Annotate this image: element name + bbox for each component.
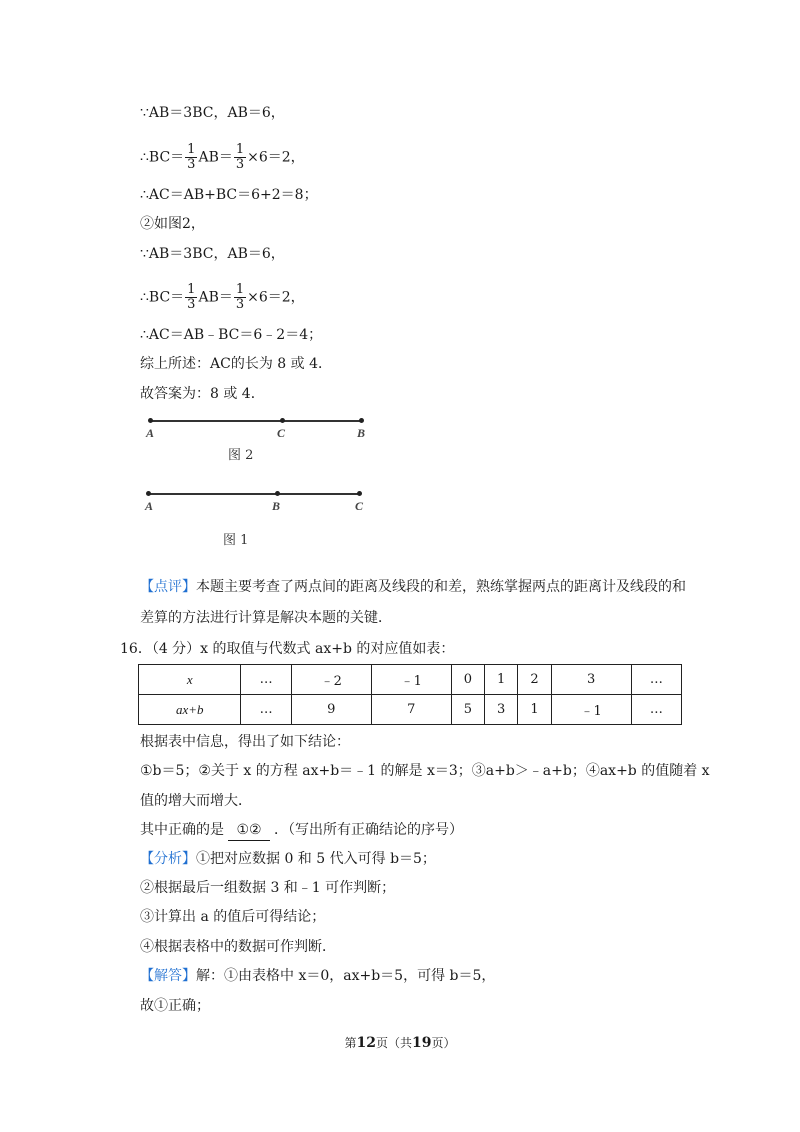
figure-caption: 图 2 [228, 448, 254, 463]
fraction-one-third [185, 283, 197, 312]
analysis-line-2: ②根据最后一组数据 3 和﹣1 可作判断； [140, 880, 396, 896]
text: AB＝ [198, 149, 233, 166]
line-given-1: ∵AB＝3BC，AB＝6， [140, 105, 285, 121]
frac-den: 3 [235, 297, 245, 312]
table-cell: ﹣1 [551, 695, 631, 725]
line-ac-diff: ∴AC＝AB﹣BC＝6﹣2＝4； [140, 327, 323, 343]
table-cell: ﹣1 [371, 665, 451, 695]
point-dot [275, 491, 280, 496]
point-dot [359, 418, 364, 423]
frac-num: 1 [187, 282, 196, 297]
point-label-c: C [277, 426, 286, 440]
text: AB＝ [198, 289, 233, 306]
segment-line [150, 420, 362, 422]
frac-num: 1 [235, 282, 245, 297]
table-cell: 0 [451, 665, 484, 695]
line-bc-2 [140, 283, 305, 312]
table-cell: ﹣2 [291, 665, 371, 695]
comment-tag: 【点评】 [140, 579, 196, 595]
point-label-a: A [145, 499, 154, 513]
text: ．（写出所有正确结论的序号） [274, 822, 464, 838]
comment-text: 本题主要考查了两点间的距离及线段的和差，熟练掌握两点的距离计及线段的和 [196, 579, 686, 595]
line-answer: 故答案为：8 或 4． [140, 386, 265, 402]
solution-tag: 【解答】 [140, 968, 196, 984]
analysis-line-3: ③计算出 a 的值后可得结论； [140, 909, 326, 925]
frac-den: 3 [187, 157, 196, 172]
comment-line-2: 差算的方法进行计算是解决本题的关键． [140, 610, 392, 626]
table-cell: 1 [485, 665, 518, 695]
fraction-one-third [185, 143, 197, 172]
text: ①把对应数据 0 和 5 代入可得 b＝5； [196, 851, 436, 867]
text: ∴BC＝ [140, 289, 185, 306]
text: ×6＝2， [247, 289, 305, 306]
frac-den: 3 [187, 297, 196, 312]
table-cell: x [139, 665, 241, 695]
point-dot [148, 418, 153, 423]
table-cell: 3 [485, 695, 518, 725]
frac-num: 1 [235, 142, 245, 157]
frac-den: 3 [235, 157, 245, 172]
point-label-b: B [357, 426, 366, 440]
q16-conclusions: ①b＝5；②关于 x 的方程 ax+b＝﹣1 的解是 x＝3；③a+b＞﹣a+b；④ax+b 的值随着 x [140, 763, 710, 779]
page-number: 12 [356, 1035, 376, 1051]
line-ac-sum: ∴AC＝AB+BC＝6+2＝8； [140, 187, 318, 203]
point-label-b: B [272, 499, 281, 513]
footer-text: 第 [344, 1036, 357, 1050]
line-summary: 综上所述：AC的长为 8 或 4． [140, 356, 332, 372]
analysis-line-4: ④根据表格中的数据可作判断． [140, 939, 336, 955]
point-label-a: A [146, 426, 155, 440]
solution-line-2: 故①正确； [140, 998, 210, 1014]
line-case-2: ②如图2， [140, 216, 205, 232]
fraction-one-third [234, 283, 246, 312]
page-footer [0, 1034, 800, 1051]
point-dot [357, 491, 362, 496]
table-cell: … [631, 695, 681, 725]
table-cell: 1 [518, 695, 551, 725]
table-cell: 3 [551, 665, 631, 695]
text: ×6＝2， [247, 149, 305, 166]
segment-line [149, 493, 359, 495]
table-cell: … [241, 665, 291, 695]
answer-blank: ①② [228, 820, 269, 841]
fraction-one-third [234, 143, 246, 172]
q16-intro: 根据表中信息，得出了如下结论： [140, 734, 350, 750]
table-row [139, 695, 682, 725]
q16-conclusions-cont: 值的增大而增大． [140, 793, 252, 809]
comment-line-1 [140, 577, 686, 597]
table-cell: ax+b [139, 695, 241, 725]
table-cell: … [241, 695, 291, 725]
line-given-2: ∵AB＝3BC，AB＝6， [140, 246, 285, 262]
point-label-c: C [355, 499, 364, 513]
value-table [138, 664, 682, 725]
table-cell: 5 [451, 695, 484, 725]
footer-text: 页） [431, 1036, 456, 1050]
solution-line-1 [140, 966, 495, 986]
question-16-stem: 16．（4 分）x 的取值与代数式 ax+b 的对应值如表： [120, 641, 455, 657]
frac-num: 1 [187, 142, 196, 157]
text: 其中正确的是 [140, 822, 224, 838]
table-cell: 7 [371, 695, 451, 725]
text: ∴BC＝ [140, 149, 185, 166]
table-cell: … [631, 665, 681, 695]
line-bc-1 [140, 143, 305, 172]
table-cell: 2 [518, 665, 551, 695]
table-row [139, 665, 682, 695]
point-dot [146, 491, 151, 496]
table-cell: 9 [291, 695, 371, 725]
footer-text: 页（共 [375, 1036, 412, 1050]
analysis-line-1 [140, 849, 436, 869]
analysis-tag: 【分析】 [140, 851, 196, 867]
text: 解：①由表格中 x＝0，ax+b＝5，可得 b＝5， [196, 968, 496, 984]
figure-caption: 图 1 [223, 533, 249, 548]
page-total: 19 [412, 1035, 432, 1051]
q16-answer-line [140, 820, 463, 841]
point-dot [280, 418, 285, 423]
